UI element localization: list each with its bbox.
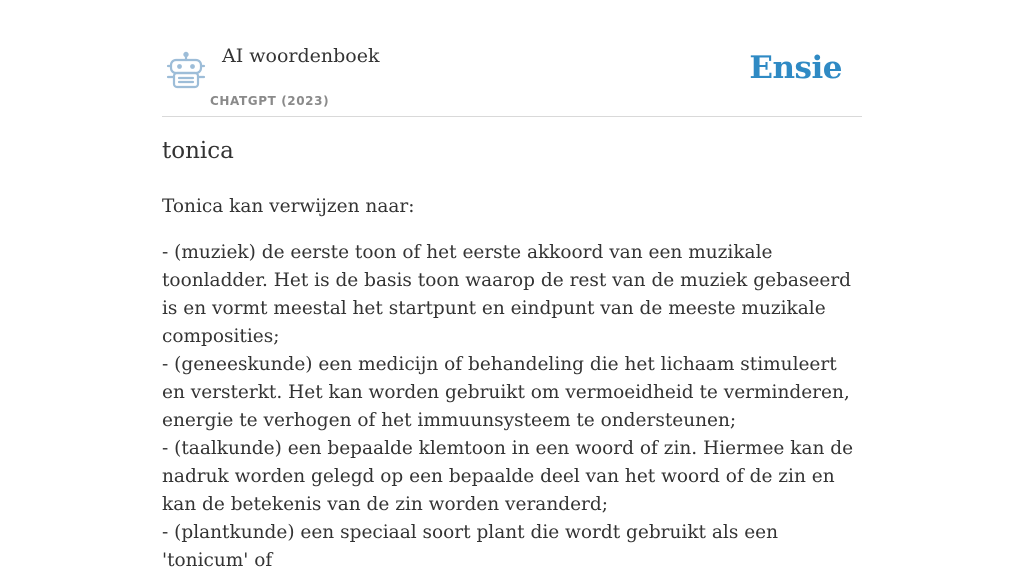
- brand-logo[interactable]: Ensie: [749, 50, 842, 86]
- definition-item: - (muziek) de eerste toon of het eerste akkoord van een muzikale toonladder. Het is de basis toon waarop de rest van de muziek gebaseerd is en vormt meestal het startpunt en eindpunt van de meeste muzikale composities;: [162, 242, 852, 347]
- definition-item: - (plantkunde) een speciaal soort plant die wordt gebruikt als een 'tonicum' of: [162, 522, 779, 571]
- robot-icon: [166, 52, 206, 90]
- definition-list: [162, 239, 862, 575]
- entry-intro: Tonica kan verwijzen naar:: [162, 196, 415, 217]
- definition-item: - (geneeskunde) een medicijn of behandeling die het lichaam stimuleert en versterkt. Het kan worden gebruikt om vermoeidheid te verminderen, energie te verhogen of het immuunsysteem te ondersteunen;: [162, 354, 850, 431]
- definition-item: - (taalkunde) een bepaalde klemtoon in een woord of zin. Hiermee kan de nadruk worden gelegd op een bepaalde deel van het woord of de zin en kan de betekenis van de zin worden veranderd;: [162, 438, 854, 515]
- entry-header: [162, 0, 862, 117]
- source-name[interactable]: AI woordenboek: [222, 45, 380, 67]
- entry-term: tonica: [162, 138, 234, 164]
- source-subtitle: CHATGPT (2023): [210, 94, 330, 108]
